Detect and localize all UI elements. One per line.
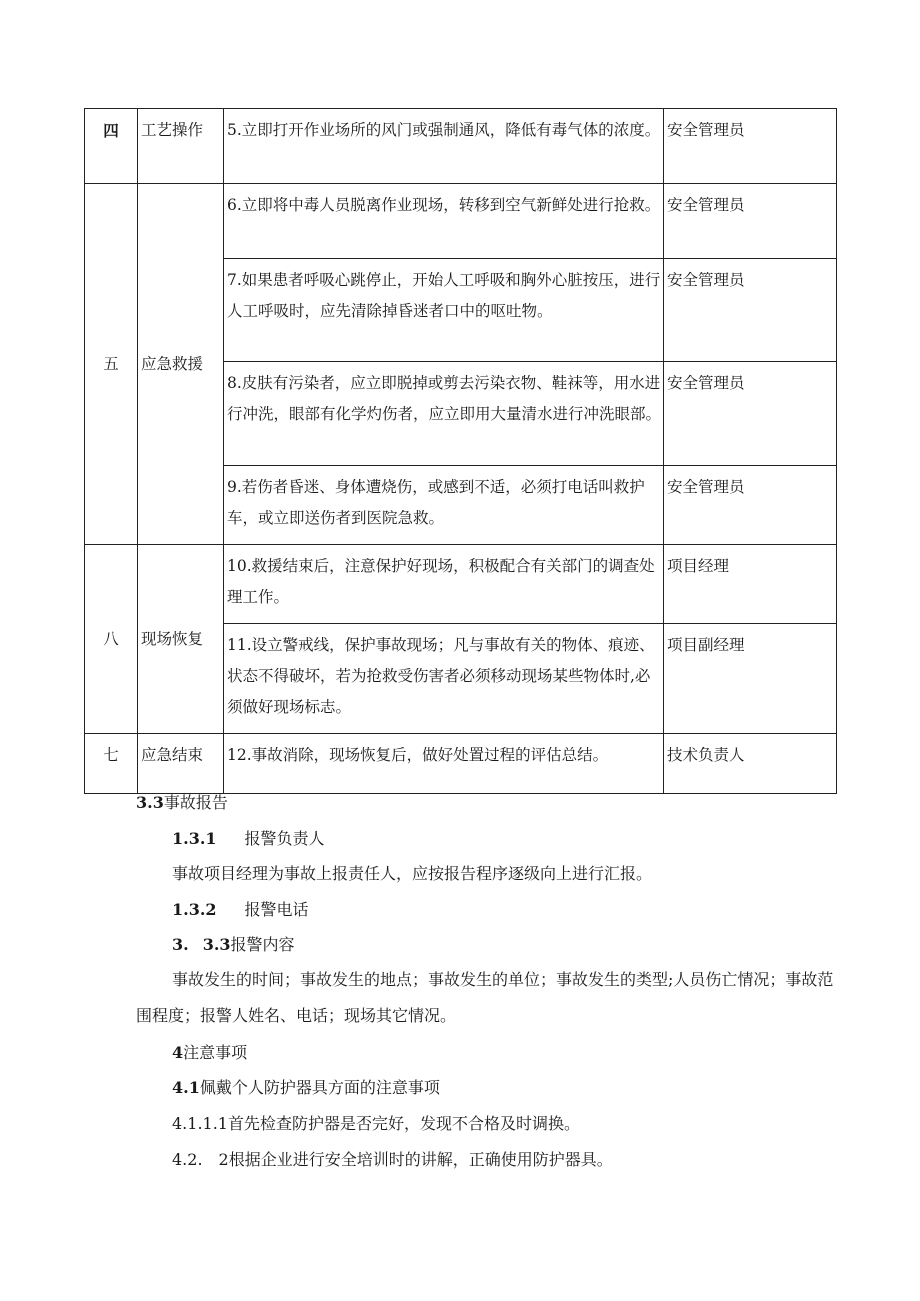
step-text: 9.若伤者昏迷、身体遭烧伤，或感到不适，必须打电话叫救护车，或立即送伤者到医院急救。 [224, 466, 664, 545]
emergency-procedure-table [84, 108, 837, 794]
step-text: 8.皮肤有污染者，应立即脱掉或剪去污染衣物、鞋袜等，用水进行冲洗，眼部有化学灼伤者，应立即用大量清水进行冲洗眼部。 [224, 362, 664, 466]
section-heading: 3.3事故报告 [136, 793, 228, 812]
paragraph: 4.2. 2根据企业进行安全培训时的讲解，正确使用防护器具。 [172, 1150, 613, 1169]
section-heading: 4注意事项 [172, 1043, 248, 1062]
step-text: 5.立即打开作业场所的风门或强制通风，降低有毒气体的浓度。 [224, 109, 664, 184]
phase-category: 工艺操作 [138, 109, 224, 184]
phase-number: 五 [85, 184, 138, 545]
step-owner: 安全管理员 [664, 109, 837, 184]
step-owner: 技术负责人 [664, 734, 837, 794]
table-row [85, 184, 837, 259]
paragraph: 4.1.1.1首先检查防护器是否完好，发现不合格及时调换。 [172, 1114, 580, 1133]
phase-category: 现场恢复 [138, 545, 224, 734]
paragraph: 事故发生的时间；事故发生的地点；事故发生的单位；事故发生的类型;人员伤亡情况；事故范围程度；报警人姓名、电话；现场其它情况。 [136, 970, 834, 1025]
step-owner: 安全管理员 [664, 362, 837, 466]
step-text: 6.立即将中毒人员脱离作业现场，转移到空气新鲜处进行抢救。 [224, 184, 664, 259]
subsection-heading: 1.3.1 报警负责人 [172, 829, 325, 848]
step-text: 7.如果患者呼吸心跳停止，开始人工呼吸和胸外心脏按压，进行人工呼吸时，应先清除掉昏迷者口中的呕吐物。 [224, 259, 664, 362]
step-text: 11.设立警戒线，保护事故现场；凡与事故有关的物体、痕迹、状态不得破坏，若为抢救受伤害者必须移动现场某些物体时,必须做好现场标志。 [224, 624, 664, 734]
subsection-heading: 4.1佩戴个人防护器具方面的注意事项 [172, 1078, 440, 1097]
step-text: 12.事故消除，现场恢复后，做好处置过程的评估总结。 [224, 734, 664, 794]
phase-number: 七 [85, 734, 138, 794]
subsection-heading: 3. 3.3报警内容 [172, 935, 295, 954]
phase-category: 应急结束 [138, 734, 224, 794]
subsection-heading: 1.3.2 报警电话 [172, 900, 309, 919]
table-row [85, 734, 837, 794]
step-owner: 安全管理员 [664, 466, 837, 545]
step-owner: 安全管理员 [664, 184, 837, 259]
step-owner: 项目副经理 [664, 624, 837, 734]
step-owner: 安全管理员 [664, 259, 837, 362]
table-row [85, 545, 837, 624]
step-text: 10.救援结束后，注意保护好现场，积极配合有关部门的调查处理工作。 [224, 545, 664, 624]
table-row [85, 109, 837, 184]
phase-number: 四 [85, 109, 138, 184]
phase-number: 八 [85, 545, 138, 734]
phase-category: 应急救援 [138, 184, 224, 545]
step-owner: 项目经理 [664, 545, 837, 624]
paragraph: 事故项目经理为事故上报责任人，应按报告程序逐级向上进行汇报。 [172, 864, 653, 883]
